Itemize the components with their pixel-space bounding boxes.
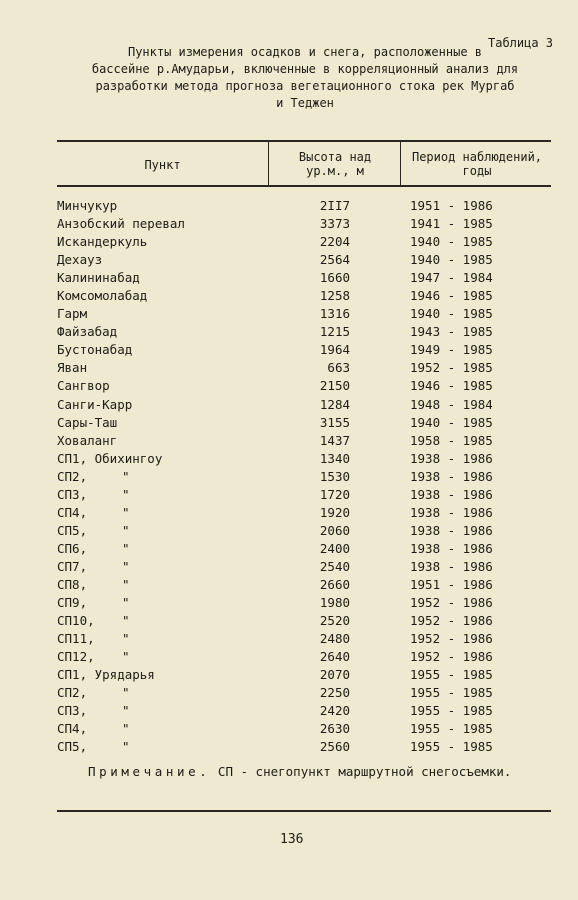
point-name: Сары-Таш (57, 414, 118, 430)
height-value: 2070 (319, 667, 350, 683)
header-height-line: ур.м., м (306, 164, 364, 178)
point-name: Анзобский перевал (57, 216, 185, 232)
table-row (0, 342, 578, 360)
height-value: 2204 (319, 234, 350, 250)
observation-period: 1938 - 1986 (410, 450, 493, 466)
table-row (0, 469, 578, 487)
height-value: 2640 (319, 649, 350, 665)
height-value: 2564 (319, 252, 350, 268)
ditto-mark: " (122, 721, 130, 737)
observation-period: 1955 - 1985 (410, 721, 493, 737)
table-row (0, 721, 578, 739)
height-value: 1215 (319, 324, 350, 340)
table-row (0, 252, 578, 270)
point-name: СП3, (57, 703, 88, 719)
observation-period: 1951 - 1986 (410, 198, 493, 213)
point-name: СП4, (57, 721, 88, 737)
height-value: 2060 (319, 522, 350, 538)
observation-period: 1952 - 1985 (410, 360, 493, 376)
ditto-mark: " (122, 468, 130, 484)
point-name: СП3, (57, 486, 88, 502)
table-row (0, 378, 578, 396)
column-divider (400, 142, 401, 185)
height-value: 2420 (319, 703, 350, 719)
table-row (0, 577, 578, 595)
point-name: СП7, (57, 558, 88, 574)
page-number: 136 (280, 832, 304, 847)
ditto-mark: " (122, 649, 130, 665)
observation-period: 1941 - 1985 (410, 216, 493, 232)
observation-period: 1946 - 1985 (410, 378, 493, 394)
observation-period: 1952 - 1986 (410, 631, 493, 647)
header-point: Пункт (144, 158, 181, 172)
point-name: Бустонабад (57, 342, 133, 358)
observation-period: 1955 - 1985 (410, 667, 493, 683)
note-text: СП - снегопункт маршрутной снегосъемки. (217, 764, 512, 779)
height-value: 1437 (319, 432, 350, 448)
height-value: 1720 (319, 486, 350, 502)
ditto-mark: " (122, 703, 130, 719)
point-name: Калининабад (57, 270, 140, 286)
table-row (0, 595, 578, 613)
note-label: Примечание. (88, 764, 211, 779)
height-value: 1316 (319, 306, 350, 322)
table-row (0, 541, 578, 559)
observation-period: 1955 - 1985 (410, 739, 493, 755)
point-name: СП1, Урядарья (57, 667, 155, 683)
height-value: 1340 (319, 450, 350, 466)
observation-period: 1940 - 1985 (410, 234, 493, 250)
height-value: 663 (327, 360, 350, 376)
height-value: 1920 (319, 504, 350, 520)
height-value: 2630 (319, 721, 350, 737)
header-period (402, 150, 552, 178)
table-row (0, 451, 578, 469)
observation-period: 1938 - 1986 (410, 540, 493, 556)
caption-line: Пункты измерения осадков и снега, расположенные в (127, 45, 482, 59)
observation-period: 1952 - 1986 (410, 613, 493, 629)
observation-period: 1948 - 1984 (410, 396, 493, 412)
point-name: СП4, (57, 504, 88, 520)
height-value: 2540 (319, 558, 350, 574)
point-name: Искандеркуль (57, 234, 148, 250)
point-name: СП5, (57, 522, 88, 538)
point-name: Гарм (57, 306, 88, 322)
table-note (88, 764, 511, 779)
observation-period: 1951 - 1986 (410, 576, 493, 592)
height-value: 2480 (319, 631, 350, 647)
table-row (0, 360, 578, 378)
height-value: 2520 (319, 613, 350, 629)
table-row (0, 397, 578, 415)
observation-period: 1940 - 1985 (410, 306, 493, 322)
ditto-mark: " (122, 613, 130, 629)
header-bottom-rule (57, 185, 551, 187)
height-value: 3155 (319, 414, 350, 430)
table-label: Таблица 3 (488, 36, 554, 50)
height-value: 2150 (319, 378, 350, 394)
table-row (0, 324, 578, 342)
point-name: Файзабад (57, 324, 118, 340)
caption-line: разработки метода прогноза вегетационного стока рек Мургаб (95, 79, 515, 93)
table-body (0, 198, 578, 757)
observation-period: 1955 - 1985 (410, 703, 493, 719)
point-name: Комсомолабад (57, 288, 148, 304)
table-row (0, 739, 578, 757)
table-row (0, 433, 578, 451)
column-divider (268, 142, 269, 185)
ditto-mark: " (122, 522, 130, 538)
table-row (0, 523, 578, 541)
height-value: 2660 (319, 576, 350, 592)
point-name: Яван (57, 360, 88, 376)
height-value: 1284 (319, 396, 350, 412)
observation-period: 1946 - 1985 (410, 288, 493, 304)
observation-period: 1947 - 1984 (410, 270, 493, 286)
table-row (0, 270, 578, 288)
observation-period: 1940 - 1985 (410, 252, 493, 268)
ditto-mark: " (122, 739, 130, 755)
table-row (0, 667, 578, 685)
point-name: СП2, (57, 685, 88, 701)
table-row (0, 306, 578, 324)
ditto-mark: " (122, 504, 130, 520)
ditto-mark: " (122, 685, 130, 701)
point-name: СП6, (57, 540, 88, 556)
point-name: СП9, (57, 595, 88, 611)
height-value: 2250 (319, 685, 350, 701)
observation-period: 1955 - 1985 (410, 685, 493, 701)
table-row (0, 487, 578, 505)
table-row (0, 685, 578, 703)
height-value: 3373 (319, 216, 350, 232)
observation-period: 1938 - 1986 (410, 504, 493, 520)
observation-period: 1952 - 1986 (410, 595, 493, 611)
observation-period: 1943 - 1985 (410, 324, 493, 340)
table-row (0, 631, 578, 649)
observation-period: 1938 - 1986 (410, 468, 493, 484)
observation-period: 1940 - 1985 (410, 414, 493, 430)
height-value: 2560 (319, 739, 350, 755)
height-value: 2II7 (319, 198, 350, 213)
header-period-line: годы (462, 164, 492, 178)
observation-period: 1958 - 1985 (410, 432, 493, 448)
height-value: 1660 (319, 270, 350, 286)
point-name: Минчукур (57, 198, 118, 213)
height-value: 1964 (319, 342, 350, 358)
ditto-mark: " (122, 595, 130, 611)
table-row (0, 288, 578, 306)
point-name: СП8, (57, 576, 88, 592)
point-name: СП12, (57, 649, 95, 665)
point-name: СП5, (57, 739, 88, 755)
caption-line: бассейне р.Амударьи, включенные в корреляционный анализ для (91, 62, 519, 76)
point-name: СП1, Обихингоу (57, 450, 163, 466)
observation-period: 1949 - 1985 (410, 342, 493, 358)
observation-period: 1938 - 1986 (410, 558, 493, 574)
table-caption (70, 44, 540, 112)
observation-period: 1938 - 1986 (410, 522, 493, 538)
caption-line: и Теджен (276, 96, 334, 110)
table-row (0, 559, 578, 577)
ditto-mark: " (122, 576, 130, 592)
header-height (272, 150, 398, 178)
height-value: 1980 (319, 595, 350, 611)
table-row (0, 234, 578, 252)
point-name: Санги-Карр (57, 396, 133, 412)
ditto-mark: " (122, 631, 130, 647)
ditto-mark: " (122, 540, 130, 556)
height-value: 1530 (319, 468, 350, 484)
header-period-line: Период наблюдений, (411, 150, 543, 164)
ditto-mark: " (122, 486, 130, 502)
point-name: Сангвор (57, 378, 110, 394)
point-name: СП10, (57, 613, 95, 629)
header-height-line: Высота над (298, 150, 372, 164)
point-name: СП2, (57, 468, 88, 484)
table-top-rule (57, 140, 551, 142)
point-name: СП11, (57, 631, 95, 647)
footer-rule (57, 810, 551, 812)
table-row (0, 505, 578, 523)
table-row (0, 415, 578, 433)
point-name: Дехауз (57, 252, 103, 268)
table-row (0, 703, 578, 721)
observation-period: 1938 - 1986 (410, 486, 493, 502)
point-name: Ховаланг (57, 432, 118, 448)
height-value: 1258 (319, 288, 350, 304)
height-value: 2400 (319, 540, 350, 556)
observation-period: 1952 - 1986 (410, 649, 493, 665)
table-row (0, 216, 578, 234)
table-row (0, 613, 578, 631)
ditto-mark: " (122, 558, 130, 574)
table-row (0, 198, 578, 216)
table-row (0, 649, 578, 667)
